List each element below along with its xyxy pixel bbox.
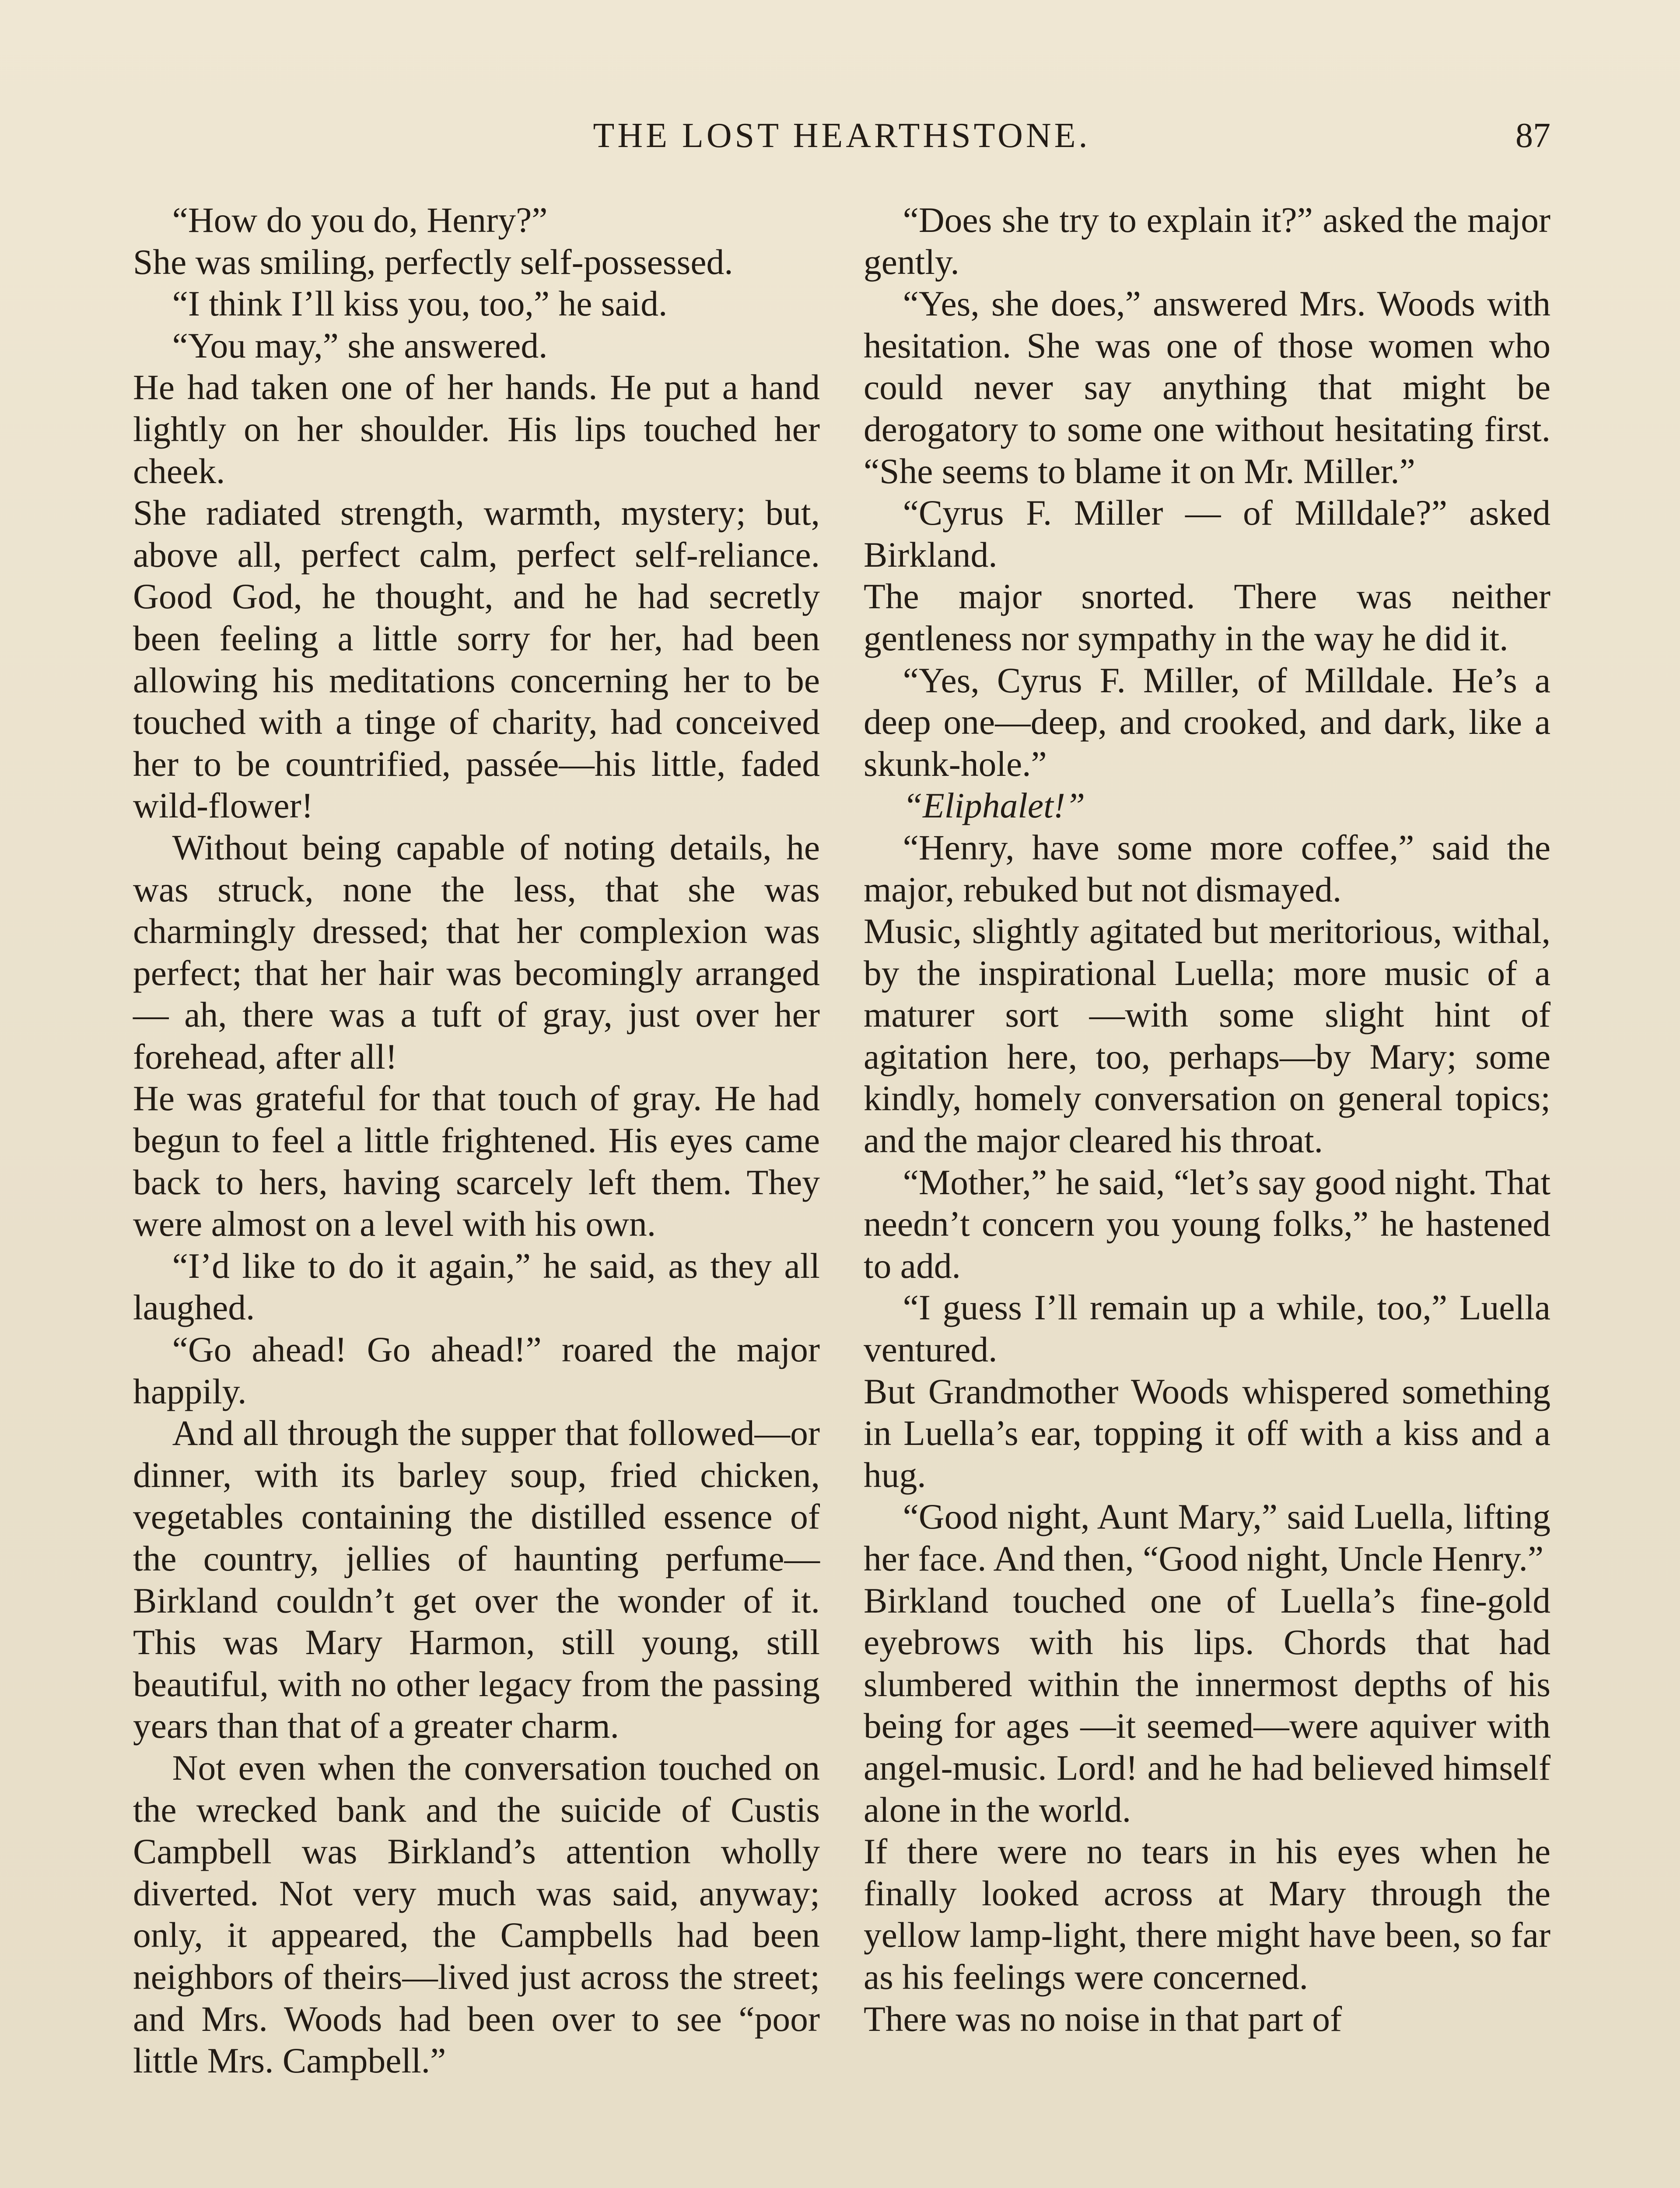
- page-number: 87: [1516, 116, 1550, 155]
- paragraph: But Grandmother Woods whispered something in Luella’s ear, topping it off with a kiss and a hug.: [864, 1371, 1550, 1495]
- left-column: [133, 199, 820, 2082]
- paragraph: “Go ahead! Go ahead!” roared the major happily.: [133, 1329, 820, 1411]
- paragraph: “Yes, Cyrus F. Miller, of Milldale. He’s a deep one—deep, and crooked, and dark, like a skunk-hole.”: [864, 660, 1550, 784]
- paragraph: She was smiling, perfectly self-possessed.: [133, 242, 733, 282]
- paragraph: He was grateful for that touch of gray. He had begun to feel a little frightened. His eyes came back to hers, having scarcely left them. They were almost on a level with his own.: [133, 1078, 820, 1244]
- paragraph: “I’d like to do it again,” he said, as they all laughed.: [133, 1245, 820, 1328]
- running-title: THE LOST HEARTHSTONE.: [593, 116, 1091, 155]
- paragraph: “Yes, she does,” answered Mrs. Woods with hesitation. She was one of those women who could never say anything that might be derogatory to some one without hesitating first. “She seems to blame it on Mr. Miller.”: [864, 284, 1550, 491]
- paragraph: “Eliphalet!”: [903, 785, 1085, 826]
- paragraph: He had taken one of her hands. He put a hand lightly on her shoulder. His lips touched her cheek.: [133, 367, 820, 491]
- paragraph: “Henry, have some more coffee,” said the major, rebuked but not dismayed.: [864, 827, 1550, 909]
- paragraph: Not even when the conversation touched on the wrecked bank and the suicide of Custis Campbell was Birkland’s attention wholly diverted. Not very much was said, anyway; only, it appeared, the Campbells had been neighbors of theirs—lived just across the street; and Mrs. Woods had been over to see “poor little Mrs. Campbell.”: [133, 1747, 820, 2081]
- running-head: [133, 112, 1550, 160]
- paragraph: “Cyrus F. Miller — of Milldale?” asked Birkland.: [864, 493, 1550, 575]
- paragraph: “Good night, Aunt Mary,” said Luella, lifting her face. And then, “Good night, Uncle Henry.”: [864, 1497, 1550, 1578]
- paragraph: She radiated strength, warmth, mystery; but, above all, perfect calm, perfect self-reliance. Good God, he thought, and he had secretly been feeling a little sorry for her, had been allowing his meditations concerning her to be touched with a tinge of charity, had conceived her to be countrified, passée—his little, faded wild-flower!: [133, 493, 820, 826]
- paragraph: “How do you do, Henry?”: [172, 200, 548, 240]
- paragraph: “Does she try to explain it?” asked the major gently.: [864, 200, 1550, 282]
- paragraph: “You may,” she answered.: [172, 325, 548, 365]
- paragraph: Birkland touched one of Luella’s fine-gold eyebrows with his lips. Chords that had slumbered within the innermost depths of his being for ages —it seemed—were aquiver with angel-music. Lord! and he had believed himself alone in the world.: [864, 1580, 1550, 1830]
- paragraph: “I guess I’ll remain up a while, too,” Luella ventured.: [864, 1287, 1550, 1370]
- paragraph: Music, slightly agitated but meritorious, withal, by the inspirational Luella; more music of a maturer sort —with some slight hint of agitation here, too, perhaps—by Mary; some kindly, homely conversation on general topics; and the major cleared his throat.: [864, 911, 1550, 1161]
- right-column: [864, 199, 1550, 2040]
- paragraph: Without being capable of noting details, he was struck, none the less, that she was charmingly dressed; that her complexion was perfect; that her hair was becomingly arranged — ah, there was a tuft of gray, just over her forehead, after all!: [133, 827, 820, 1076]
- paragraph: “Mother,” he said, “let’s say good night. That needn’t concern you young folks,” he hastened to add.: [864, 1162, 1550, 1286]
- paragraph: The major snorted. There was neither gentleness nor sympathy in the way he did it.: [864, 576, 1550, 658]
- paragraph: And all through the supper that followed—or dinner, with its barley soup, fried chicken, vegetables containing the distilled essence of the country, jellies of haunting perfume—Birkland couldn’t get over the wonder of it. This was Mary Harmon, still young, still beautiful, with no other legacy from the passing years than that of a greater charm.: [133, 1413, 820, 1746]
- paragraph: “I think I’ll kiss you, too,” he said.: [172, 284, 668, 324]
- paragraph: If there were no tears in his eyes when he finally looked across at Mary through the yellow lamp-light, there might have been, so far as his feelings were concerned.: [864, 1831, 1550, 1997]
- paragraph: There was no noise in that part of: [864, 1999, 1342, 2039]
